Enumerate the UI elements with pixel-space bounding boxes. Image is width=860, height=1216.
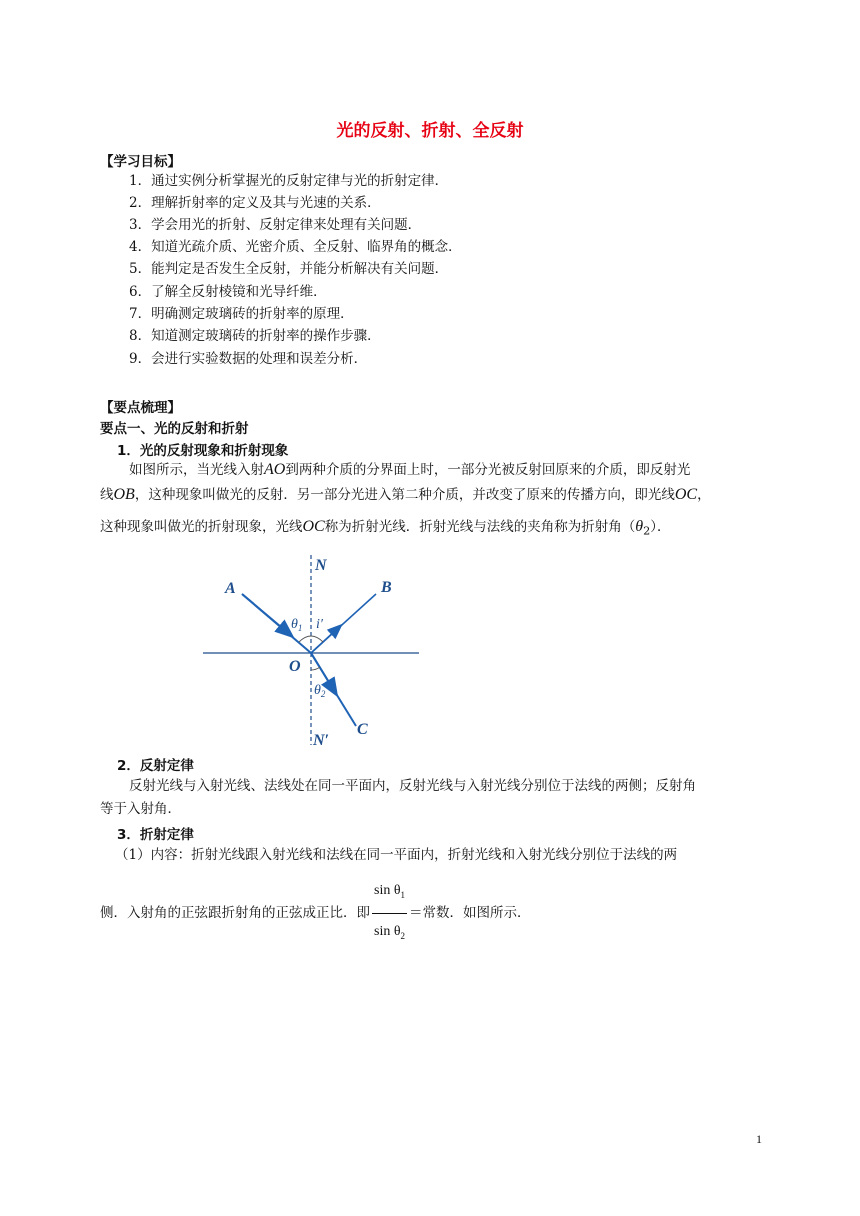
incident-ray-arrow	[242, 594, 287, 632]
angle-arc-i-prime	[311, 636, 323, 642]
goal-item-1: 1．通过实例分析掌握光的反射定律与光的折射定律．	[129, 173, 449, 189]
page-number: 1	[756, 1132, 762, 1146]
reflection-refraction-diagram	[195, 550, 430, 750]
goal-item-3: 3．学会用光的折射、反射定律来处理有关问题．	[129, 217, 422, 233]
sub1-line-2: 线OB，这种现象叫做光的反射．另一部分光进入第二种介质，并改变了原来的传播方向，即光线OC，	[100, 486, 711, 503]
goal-item-5: 5．能判定是否发生全反射，并能分析解决有关问题．	[129, 261, 449, 277]
label-n-prime: N′	[313, 732, 330, 749]
page-title: 光的反射、折射、全反射	[336, 121, 524, 141]
goal-item-8: 8．知道测定玻璃砖的折射率的操作步骤．	[129, 328, 381, 344]
label-a: A	[225, 580, 236, 597]
sub2-line-2: 等于入射角．	[100, 801, 181, 817]
goal-item-7: 7．明确测定玻璃砖的折射率的原理．	[129, 306, 354, 322]
angle-arc-theta2	[311, 667, 320, 670]
goal-item-4: 4．知道光疏介质、光密介质、全反射、临界角的概念．	[129, 239, 462, 255]
goal-item-2: 2．理解折射率的定义及其与光速的关系．	[129, 195, 381, 211]
sub1-line-1: 如图所示，当光线入射AO到两种介质的分界面上时，一部分光被反射回原来的介质，即反射光	[129, 461, 691, 478]
point1-title: 要点一、光的反射和折射	[100, 421, 249, 437]
goal-item-6: 6．了解全反射棱镜和光导纤维．	[129, 284, 327, 300]
sub2-line-1: 反射光线与入射光线、法线处在同一平面内，反射光线与入射光线分别位于法线的两侧；反射角	[129, 778, 696, 794]
label-n: N	[315, 557, 327, 574]
sub1-line-3: 这种现象叫做光的折射现象，光线OC称为折射光线．折射光线与法线的夹角称为折射角$(\theta_2)$．	[100, 518, 671, 538]
goal-item-9: 9．会进行实验数据的处理和误差分析．	[129, 351, 368, 367]
label-c: C	[357, 721, 368, 738]
sub2-title: 2．反射定律	[117, 758, 194, 774]
label-b: B	[381, 579, 392, 596]
label-theta1: $\theta_1$	[291, 617, 303, 633]
label-theta2: $\theta_2$	[314, 683, 326, 699]
angle-arc-theta1	[299, 636, 311, 642]
label-i-prime: i′	[316, 617, 323, 632]
sine-ratio-fraction: $\frac{\sin \theta_1}{\sin \theta_2}$	[372, 874, 407, 953]
sub3-line-1: （1）内容：折射光线跟入射光线和法线在同一平面内，折射光线和入射光线分别位于法线的两	[115, 847, 678, 863]
reflected-ray-arrow	[311, 629, 337, 653]
sub3-title: 3．折射定律	[117, 827, 194, 843]
key-points-heading: 【要点梳理】	[100, 400, 181, 416]
label-o: O	[289, 658, 301, 675]
sub1-title: 1．光的反射现象和折射现象	[117, 443, 289, 459]
sub3-line-2: 侧．入射角的正弦跟折射角的正弦成正比．即 $\frac{\sin \theta_1}{\sin \theta_2}$ ＝常数．如图所示．	[100, 874, 768, 953]
learning-goals-heading: 【学习目标】	[100, 154, 181, 170]
